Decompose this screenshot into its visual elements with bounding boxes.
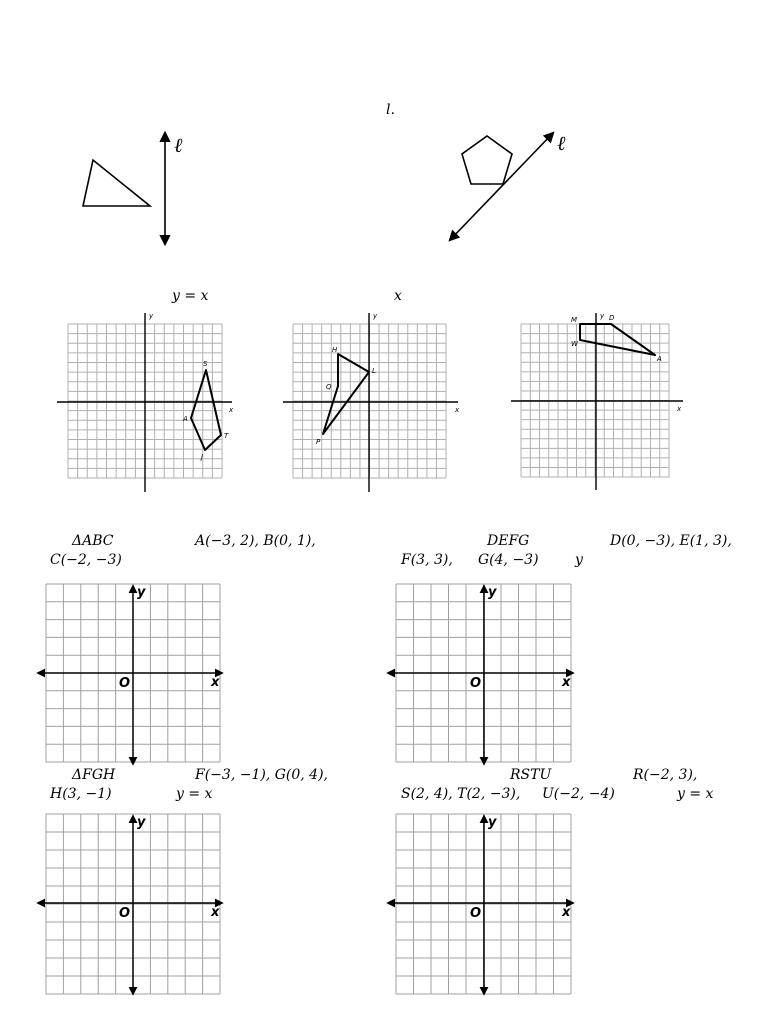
blank-grid-4 [388,814,573,994]
y-axis-label: y [488,815,497,830]
graph-2-axis-y: y [373,312,378,320]
graph-1-polygon [191,370,221,450]
graph-3-polygon [580,324,655,355]
graph-1-label-s: S [203,360,208,368]
graph-2-grid [293,324,446,478]
graph-3-label-d: D [609,314,615,322]
line-label-1: ℓ [174,133,183,157]
graph-3-axis-y: y [600,312,605,320]
problem-1-coords: A(−3, 2), B(0, 1), [195,533,316,549]
problem-2-coords: D(0, −3), E(1, 3), [610,533,732,549]
graph-3-label-a: A [657,355,662,363]
graph-2-label-p: P [316,438,321,446]
x-axis-label: x [562,675,571,690]
problem-4-coords: R(−2, 3), [633,767,698,783]
header-label: l. [386,102,395,118]
problem-1-coords-2: C(−2, −3) [50,552,122,568]
graph-3-label-w: W [571,340,578,348]
problem-3-line: y = x [176,786,213,802]
graph-1-grid [68,324,222,478]
graph-3-grid [521,324,669,477]
caption-left: y = x [172,288,209,304]
problem-2-coords-2: F(3, 3), [401,552,453,568]
origin-label: O [119,676,131,691]
problem-2-coords-3: G(4, −3) [478,552,539,568]
problem-1-name: ΔABC [72,533,114,549]
graph-2-label-h: H [332,346,338,354]
top-figures [0,0,768,280]
problem-4-coords-2: S(2, 4), T(2, −3), [401,786,521,802]
problem-4-name: RSTU [510,767,552,783]
graph-2-label-q: Q [326,383,332,391]
blank-grid-3 [38,814,222,994]
graph-1-axis-y: y [149,312,154,320]
problem-2-line: y [575,552,583,568]
y-axis-label: y [137,585,146,600]
graph-2-label-l: L [372,367,376,375]
origin-label: O [470,676,482,691]
blank-grid-1 [38,584,222,764]
graph-3-axis-x: x [677,405,682,413]
triangle-shape [83,160,150,206]
problem-3-name: ΔFGH [72,767,116,783]
x-axis-label: x [562,905,571,920]
problem-4-coords-3: U(−2, −4) [542,786,615,802]
origin-label: O [470,906,482,921]
line-label-2: ℓ [557,131,566,155]
graph-2-axis-x: x [455,406,460,414]
problem-4-line: y = x [677,786,714,802]
origin-label: O [119,906,131,921]
graph-1-label-t: T [224,432,229,440]
graph-3-label-m: M [571,316,578,324]
pentagon-shape [462,136,512,184]
graph-1-label-a: A [183,415,188,423]
y-axis-label: y [488,585,497,600]
graph-2-polygon [323,354,369,434]
caption-mid: x [394,288,402,304]
problem-3-coords-2: H(3, −1) [50,786,112,802]
graph-1-axis-x: x [229,406,234,414]
diagonal-line-l [450,133,553,240]
y-axis-label: y [137,815,146,830]
problem-2-name: DEFG [487,533,530,549]
x-axis-label: x [211,905,220,920]
graph-1-label-j: J [201,453,204,461]
problem-3-coords: F(−3, −1), G(0, 4), [195,767,328,783]
x-axis-label: x [211,675,220,690]
blank-grid-2 [388,584,573,764]
